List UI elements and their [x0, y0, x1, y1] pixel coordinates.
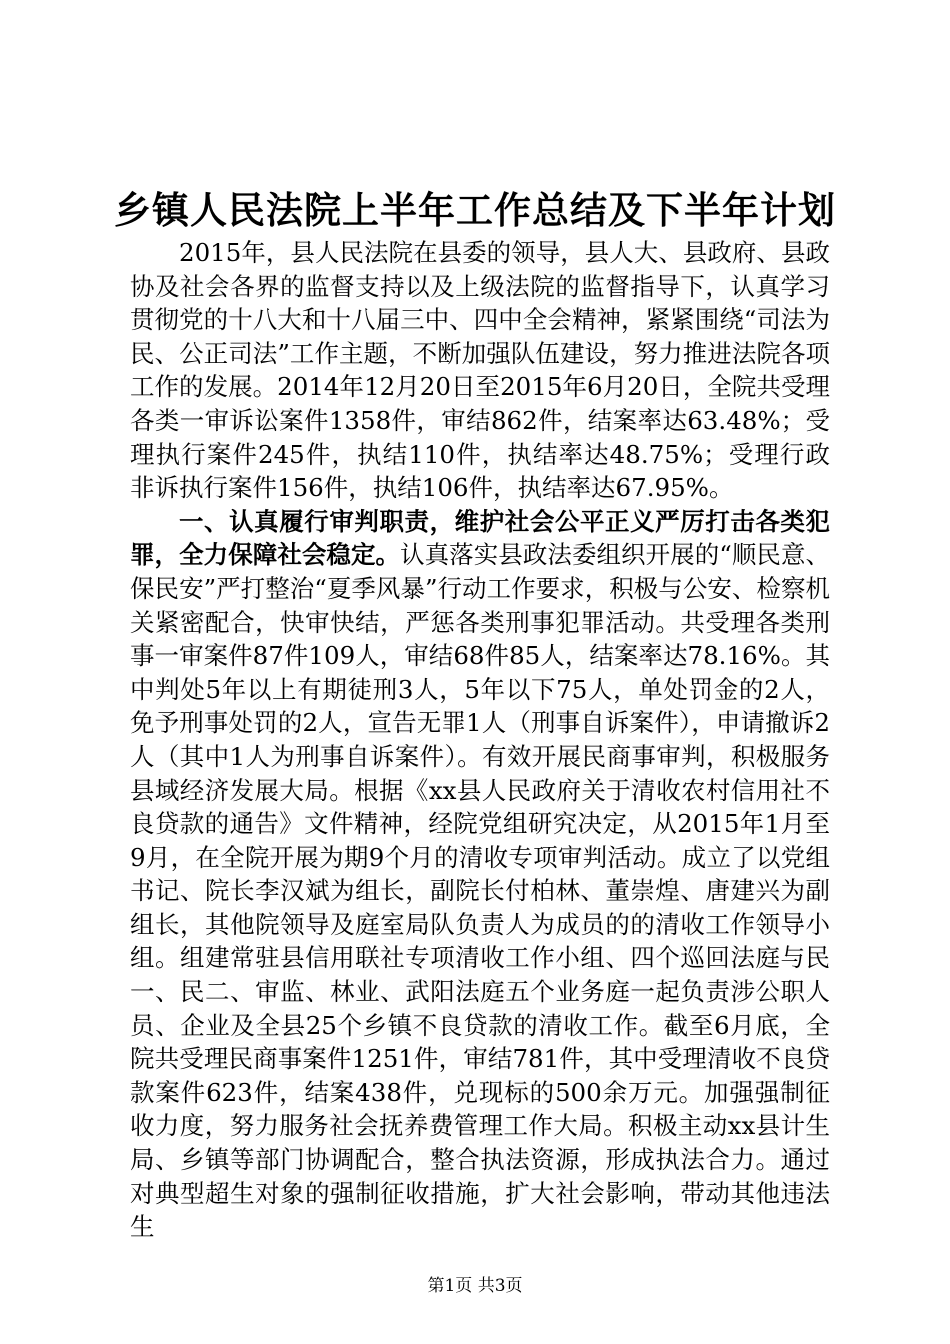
intro-paragraph: 2015年，县人民法院在县委的领导，县人大、县政府、县政协及社会各界的监督支持以及上级法院的监督指导下，认真学习贯彻党的十八大和十八届三中、四中全会精神，紧紧围绕“司法为民、公正司法”工作主题，不断加强队伍建设，努力推进法院各项工作的发展。2014年12月20日至2015年6月20日，全院共受理各类一审诉讼案件1358件，审结862件，结案率达63.48%；受理执行案件245件，执结110件，执结率达48.75%；受理行政非诉执行案件156件，执结106件，执结率达67.95%。: [130, 238, 830, 503]
section-one-body: 认真落实县政法委组织开展的“顺民意、保民安”严打整治“夏季风暴”行动工作要求，积极与公安、检察机关紧密配合，快审快结，严惩各类刑事犯罪活动。共受理各类刑事一审案件87件109人，审结68件85人，结案率达78.16%。其中判处5年以上有期徒刑3人，5年以下75人，单处罚金的2人，免予刑事处罚的2人，宣告无罪1人（刑事自诉案件），申请撤诉2人（其中1人为刑事自诉案件）。有效开展民商事审判，积极服务县域经济发展大局。根据《xx县人民政府关于清收农村信用社不良贷款的通告》文件精神，经院党组研究决定，从2015年1月至9月，在全院开展为期9个月的清收专项审判活动。成立了以党组书记、院长李汉斌为组长，副院长付柏林、董崇煌、唐建兴为副组长，其他院领导及庭室局队负责人为成员的的清收工作领导小组。组建常驻县信用联社专项清收工作小组、四个巡回法庭与民一、民二、审监、林业、武阳法庭五个业务庭一起负责涉公职人员、企业及全县25个乡镇不良贷款的清收工作。截至6月底，全院共受理民商事案件1251件，审结781件，其中受理清收不良贷款案件623件，结案438件，兑现标的500余万元。加强强制征收力度，努力服务社会抚养费管理工作大局。积极主动xx县计生局、乡镇等部门协调配合，整合执法资源，形成执法合力。通过对典型超生对象的强制征收措施，扩大社会影响，带动其他违法生: [130, 540, 830, 1242]
document-body: [130, 236, 830, 1244]
section-one-paragraph: [130, 505, 830, 1244]
section-one-heading: 一、认真履行审判职责，维护社会公平正义严厉打击各类犯罪，全力保障社会稳定。: [130, 506, 830, 570]
page-number-footer: 第1页 共3页: [427, 1276, 523, 1296]
document-title: 乡镇人民法院上半年工作总结及下半年计划: [114, 188, 836, 232]
